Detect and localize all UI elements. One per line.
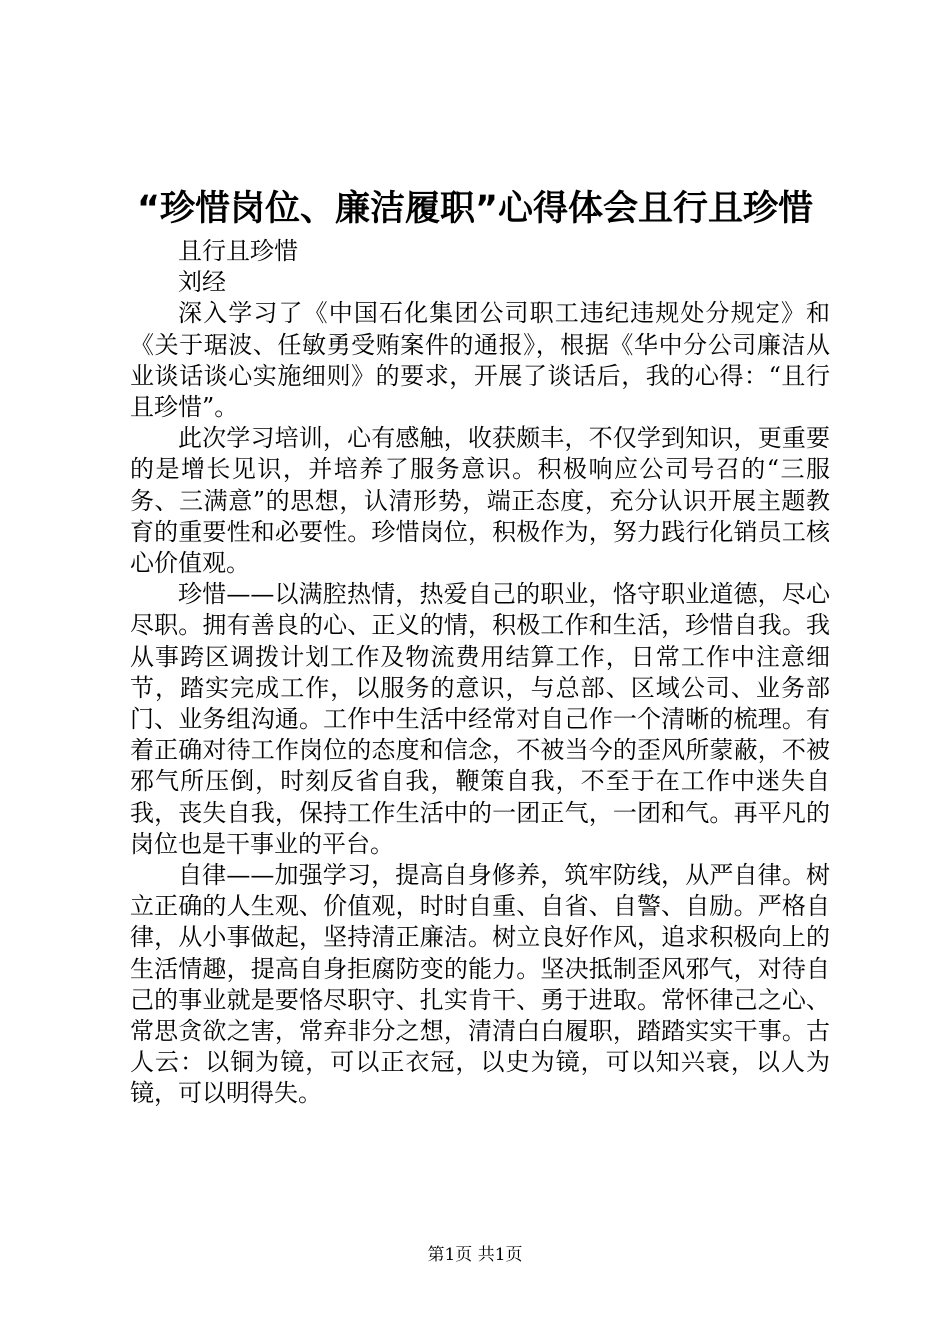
paragraph-3: 珍惜——以满腔热情，热爱自己的职业，恪守职业道德，尽心尽职。拥有善良的心、正义的情，积极工作和生活，珍惜自我。我从事跨区调拨计划工作及物流费用结算工作，日常工作中注意细节，踏实完成工作，以服务的意识，与总部、区域公司、业务部门、业务组沟通。工作中生活中经常对自己作一个清晰的梳理。有着正确对待工作岗位的态度和信念，不被当今的歪风所蒙蔽，不被邪气所压倒，时刻反省自我，鞭策自我，不至于在工作中迷失自我，丧失自我，保持工作生活中的一团正气，一团和气。再平凡的岗位也是干事业的平台。 xyxy=(130,580,830,858)
author-line: 刘经 xyxy=(178,268,226,297)
page-footer: 第1页 共1页 xyxy=(427,1245,523,1265)
subtitle-line: 且行且珍惜 xyxy=(178,237,298,265)
paragraph-4: 自律——加强学习，提高自身修养，筑牢防线，从严自律。树立正确的人生观、价值观，时时自重、自省、自警、自励。严格自律，从小事做起，坚持清正廉洁。树立良好作风，追求积极向上的生活情趣，提高自身拒腐防变的能力。坚决抵制歪风邪气，对待自己的事业就是要恪尽职守、扎实肯干、勇于进取。常怀律己之心、常思贪欲之害，常弃非分之想，清清白白履职，踏踏实实干事。古人云：以铜为镜，可以正衣冠，以史为镜，可以知兴衰，以人为镜，可以明得失。 xyxy=(130,861,830,1108)
paragraph-1: 深入学习了《中国石化集团公司职工违纪违规处分规定》和《关于琚波、任敏勇受贿案件的通报》，根据《华中分公司廉洁从业谈话谈心实施细则》的要求，开展了谈话后，我的心得：“且行且珍惜”。 xyxy=(130,299,830,422)
document-body xyxy=(130,236,830,1110)
paragraph-2: 此次学习培训，心有感触，收获颇丰，不仅学到知识，更重要的是增长见识，并培养了服务意识。积极响应公司号召的“三服务、三满意”的思想，认清形势，端正态度，充分认识开展主题教育的重要性和必要性。珍惜岗位，积极作为，努力践行化销员工核心价值观。 xyxy=(130,424,830,578)
document-title: “珍惜岗位、廉洁履职”心得体会且行且珍惜 xyxy=(136,189,813,229)
